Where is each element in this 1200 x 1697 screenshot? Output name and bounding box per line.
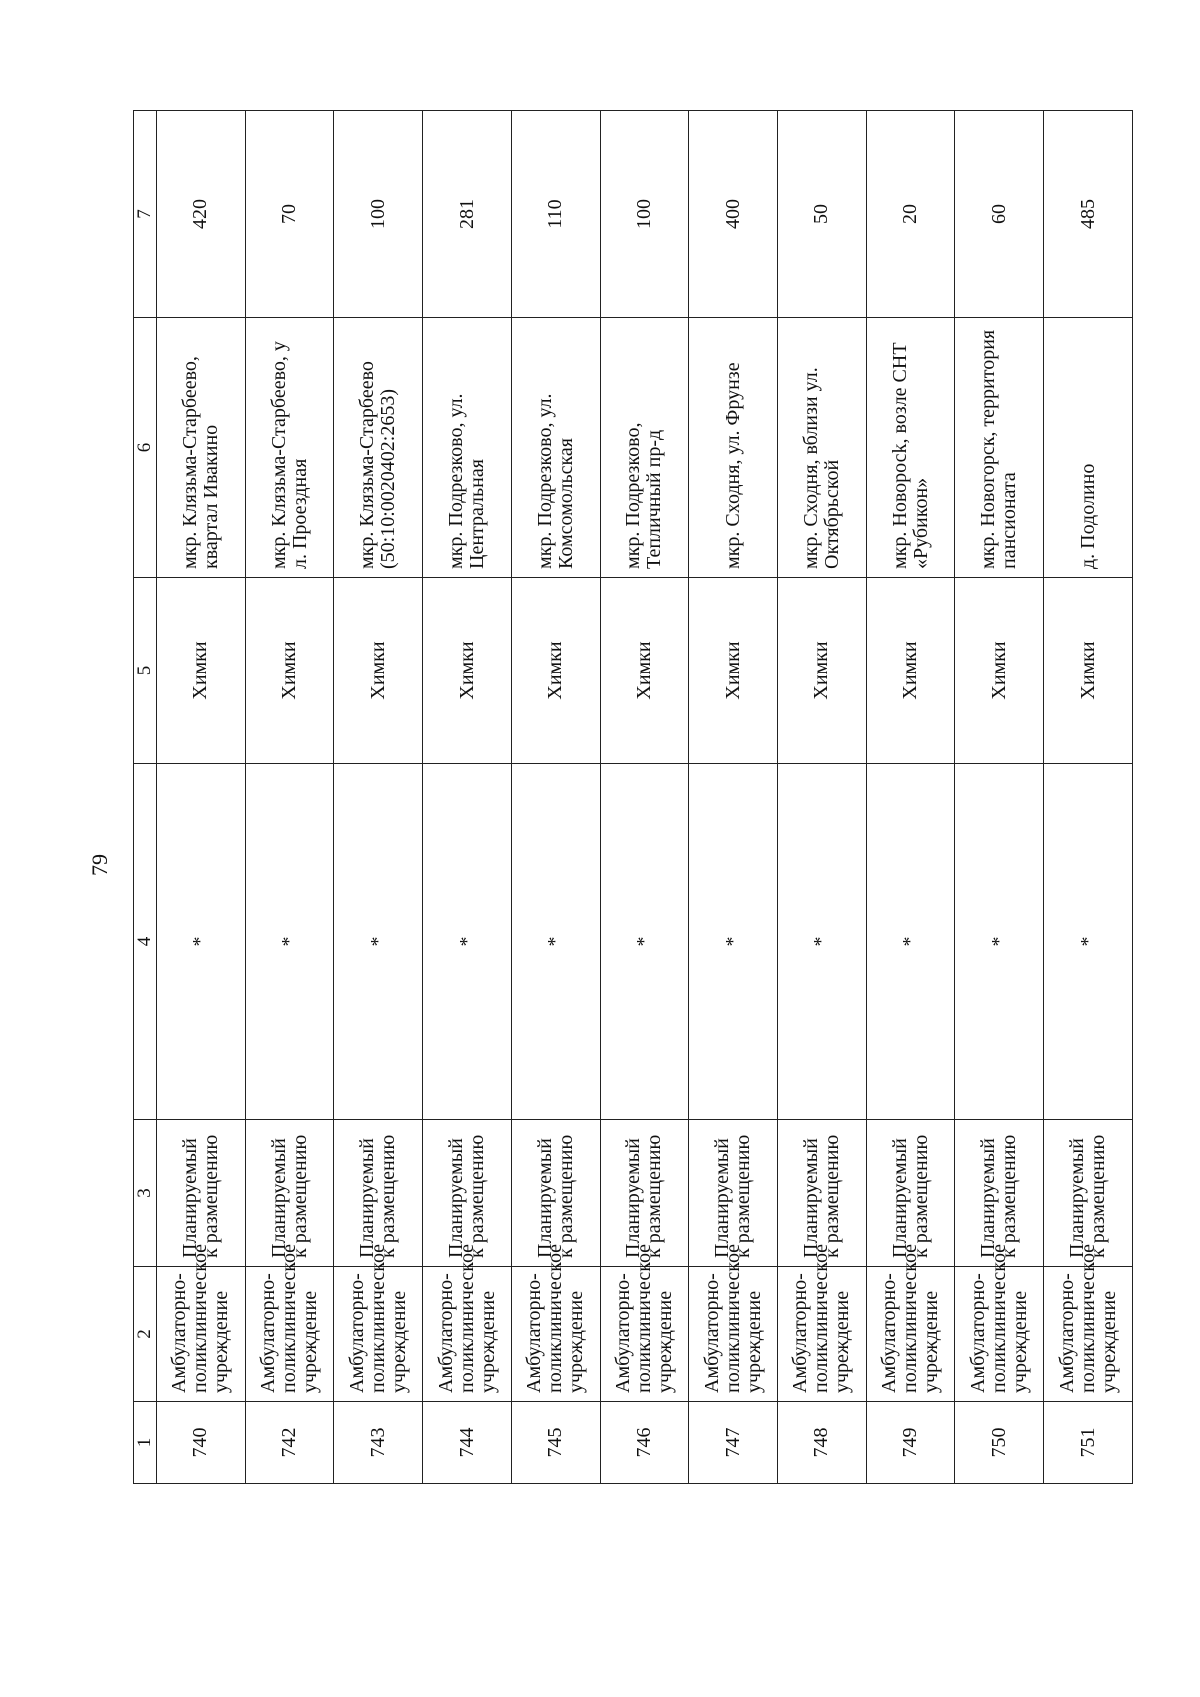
table-row [689,111,778,1484]
capacity-cell: 20 [866,111,955,318]
status-cell: Планируемый к размещению [689,1120,778,1267]
table-row [600,111,689,1484]
status-cell: Планируемый к размещению [778,1120,867,1267]
address-cell: мкр. Подрезково, ул. Центральная [423,318,512,578]
address-cell: мкр. Новогорск, территория пансионата [955,318,1044,578]
capacity-cell: 110 [511,111,600,318]
table-row [866,111,955,1484]
facility-type-cell: Амбулаторно-поликлиническое учреждение [1044,1267,1133,1402]
capacity-cell: 400 [689,111,778,318]
facility-type-cell: Амбулаторно-поликлиническое учреждение [423,1267,512,1402]
city-cell: Химки [778,578,867,764]
city-cell: Химки [600,578,689,764]
capacity-cell: 60 [955,111,1044,318]
header-row [134,111,157,1484]
mark-cell: * [1044,764,1133,1120]
city-cell: Химки [866,578,955,764]
address-cell: мкр. Клязьма-Старбеево, у л. Проездная [245,318,334,578]
address-cell: мкр. Сходня, ул. Фрунзе [689,318,778,578]
city-cell: Химки [1044,578,1133,764]
mark-cell: * [955,764,1044,1120]
mark-cell: * [334,764,423,1120]
header-col-7: 7 [134,111,157,318]
table-body [157,111,1133,1484]
city-cell: Химки [511,578,600,764]
status-cell: Планируемый к размещению [1044,1120,1133,1267]
facility-type-cell: Амбулаторно-поликлиническое учреждение [778,1267,867,1402]
capacity-cell: 420 [157,111,246,318]
address-cell: мкр. Новоросk, возле СНТ «Рубикон» [866,318,955,578]
address-cell: мкр. Сходня, вблизи ул. Октябрьской [778,318,867,578]
capacity-cell: 100 [334,111,423,318]
mark-cell: * [511,764,600,1120]
facility-type-cell: Амбулаторно-поликлиническое учреждение [866,1267,955,1402]
row-number-cell: 742 [245,1402,334,1484]
rotated-table-container [133,111,1133,1484]
facility-type-cell: Амбулаторно-поликлиническое учреждение [334,1267,423,1402]
facility-type-cell: Амбулаторно-поликлиническое учреждение [157,1267,246,1402]
status-cell: Планируемый к размещению [245,1120,334,1267]
row-number-cell: 748 [778,1402,867,1484]
mark-cell: * [245,764,334,1120]
mark-cell: * [689,764,778,1120]
capacity-cell: 100 [600,111,689,318]
capacity-cell: 485 [1044,111,1133,318]
facility-type-cell: Амбулаторно-поликлиническое учреждение [689,1267,778,1402]
city-cell: Химки [334,578,423,764]
mark-cell: * [423,764,512,1120]
row-number-cell: 744 [423,1402,512,1484]
city-cell: Химки [689,578,778,764]
address-cell: мкр. Клязьма-Старбеево, квартал Ивакино [157,318,246,578]
table-row [955,111,1044,1484]
header-col-4: 4 [134,764,157,1120]
address-cell: мкр. Подрезково, Тепличный пр-д [600,318,689,578]
table-row [423,111,512,1484]
mark-cell: * [600,764,689,1120]
table-row [334,111,423,1484]
capacity-cell: 50 [778,111,867,318]
row-number-cell: 750 [955,1402,1044,1484]
page-number: 79 [87,854,112,876]
capacity-cell: 281 [423,111,512,318]
row-number-cell: 743 [334,1402,423,1484]
status-cell: Планируемый к размещению [334,1120,423,1267]
status-cell: Планируемый к размещению [866,1120,955,1267]
table-row [511,111,600,1484]
address-cell: д. Подолино [1044,318,1133,578]
city-cell: Химки [423,578,512,764]
city-cell: Химки [245,578,334,764]
header-col-1: 1 [134,1402,157,1484]
facility-type-cell: Амбулаторно-поликлиническое учреждение [245,1267,334,1402]
status-cell: Планируемый к размещению [157,1120,246,1267]
facility-type-cell: Амбулаторно-поликлиническое учреждение [955,1267,1044,1402]
row-number-cell: 749 [866,1402,955,1484]
city-cell: Химки [955,578,1044,764]
table-row [157,111,246,1484]
facility-type-cell: Амбулаторно-поликлиническое учреждение [600,1267,689,1402]
row-number-cell: 745 [511,1402,600,1484]
facilities-table [133,110,1133,1484]
capacity-cell: 70 [245,111,334,318]
header-col-5: 5 [134,578,157,764]
mark-cell: * [778,764,867,1120]
status-cell: Планируемый к размещению [955,1120,1044,1267]
header-col-2: 2 [134,1267,157,1402]
address-cell: мкр. Подрезково, ул. Комсомольская [511,318,600,578]
row-number-cell: 740 [157,1402,246,1484]
table-row [778,111,867,1484]
mark-cell: * [157,764,246,1120]
status-cell: Планируемый к размещению [511,1120,600,1267]
status-cell: Планируемый к размещению [423,1120,512,1267]
row-number-cell: 746 [600,1402,689,1484]
city-cell: Химки [157,578,246,764]
header-col-3: 3 [134,1120,157,1267]
status-cell: Планируемый к размещению [600,1120,689,1267]
facility-type-cell: Амбулаторно-поликлиническое учреждение [511,1267,600,1402]
row-number-cell: 747 [689,1402,778,1484]
table-row [1044,111,1133,1484]
mark-cell: * [866,764,955,1120]
address-cell: мкр. Клязьма-Старбеево (50:10:0020402:2653) [334,318,423,578]
table-row [245,111,334,1484]
header-col-6: 6 [134,318,157,578]
row-number-cell: 751 [1044,1402,1133,1484]
